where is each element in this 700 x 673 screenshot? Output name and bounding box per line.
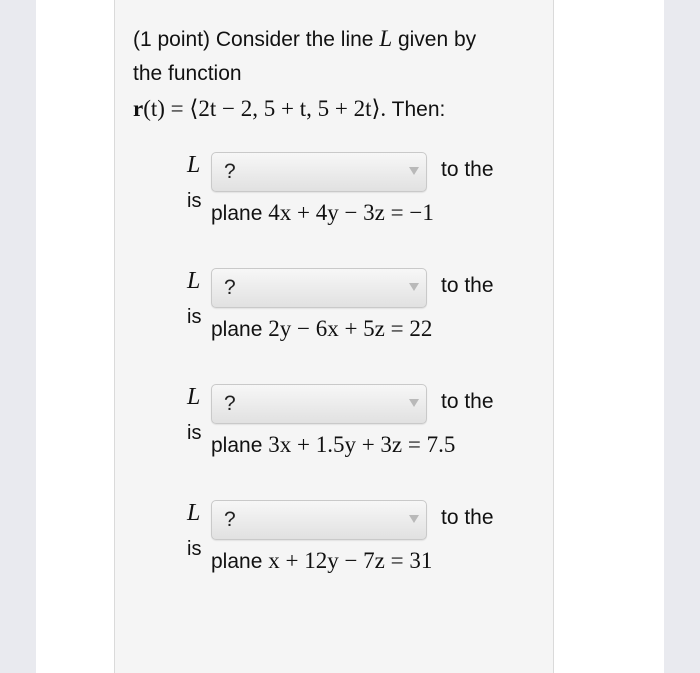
relation-select-2[interactable] [211,268,427,308]
question-4 [187,500,557,590]
line-label: L [187,500,201,526]
select-value: ? [224,160,236,183]
right-background-strip [664,0,700,673]
vector-symbol: r [133,96,144,121]
plane-description [211,548,432,574]
plane-word: plane [211,202,263,225]
select-value: ? [224,392,236,415]
select-value: ? [224,276,236,299]
is-label: is [187,306,202,328]
plane-description [211,316,432,342]
line-symbol: L [379,26,393,51]
to-the-label: to the [441,158,494,181]
relation-select-4[interactable] [211,500,427,540]
problem-card [114,0,554,673]
intro-line-1 [133,22,543,57]
plane-word: plane [211,434,263,457]
plane-equation: 4x + 4y − 3z = −1 [268,200,434,225]
plane-equation: x + 12y − 7z = 31 [268,548,433,573]
to-the-label: to the [441,274,494,297]
plane-equation: 3x + 1.5y + 3z = 7.5 [268,432,456,457]
to-the-label: to the [441,506,494,529]
function-expression: (t) = ⟨2t − 2, 5 + t, 5 + 2t⟩. [143,96,387,121]
then-text: Then: [391,98,446,121]
is-label: is [187,190,202,212]
is-label: is [187,538,202,560]
to-the-label: to the [441,390,494,413]
line-label: L [187,384,201,410]
dropdown-arrow-icon [409,399,419,407]
select-value: ? [224,508,236,531]
plane-description [211,200,434,226]
relation-select-3[interactable] [211,384,427,424]
intro-line-2: the function [133,62,242,85]
plane-equation: 2y − 6x + 5z = 22 [268,316,433,341]
dropdown-arrow-icon [409,167,419,175]
plane-word: plane [211,318,263,341]
problem-statement [133,22,543,127]
is-label: is [187,422,202,444]
line-label: L [187,152,201,178]
line-label: L [187,268,201,294]
relation-select-1[interactable] [211,152,427,192]
left-background-strip [0,0,36,673]
plane-description [211,432,455,458]
intro-text-end: given by [397,28,477,51]
plane-word: plane [211,550,263,573]
question-2 [187,268,557,358]
intro-text: (1 point) Consider the line [133,28,374,51]
dropdown-arrow-icon [409,283,419,291]
function-definition [133,92,543,127]
question-1 [187,152,557,242]
question-3 [187,384,557,474]
dropdown-arrow-icon [409,515,419,523]
